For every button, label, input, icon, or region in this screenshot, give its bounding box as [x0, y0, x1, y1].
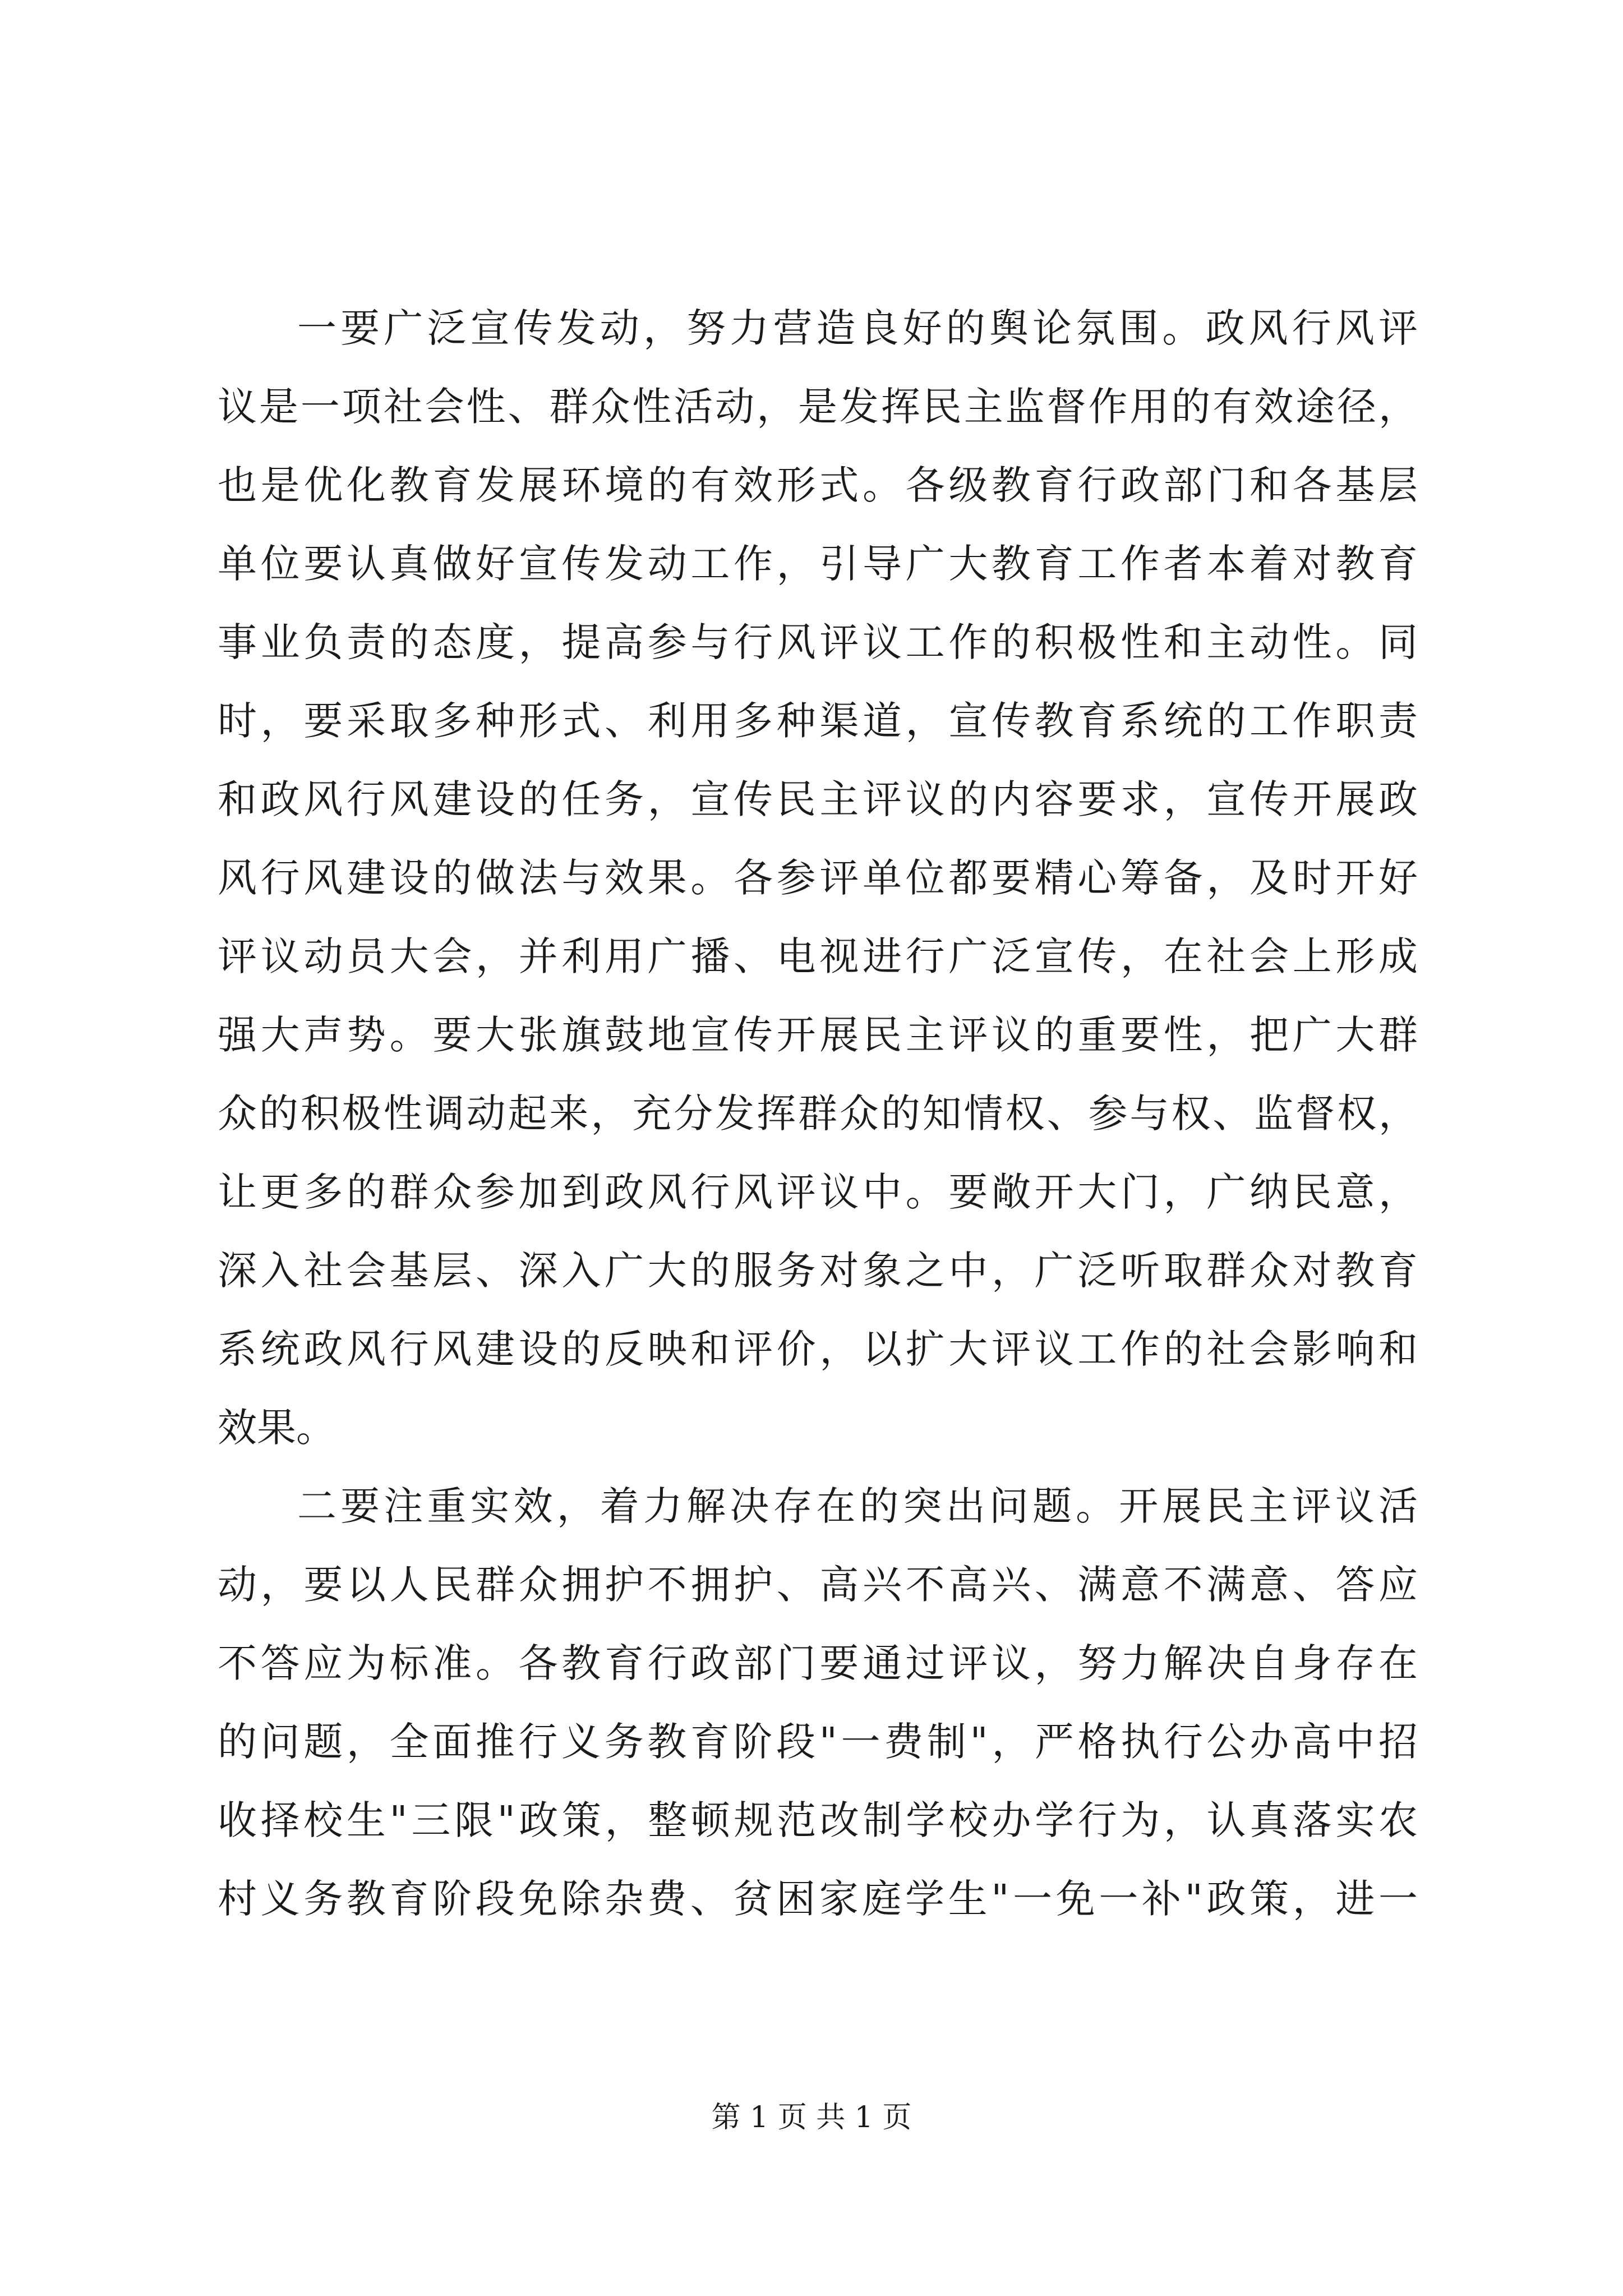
paragraph-1-line-5: 事业负责的态度，提高参与行风评议工作的积极性和主动性。同: [218, 619, 1418, 665]
paragraph-1-line-6: 时，要采取多种形式、利用多种渠道，宣传教育系统的工作职责: [218, 698, 1418, 744]
paragraph-1-line-2: 议是一项社会性、群众性活动，是发挥民主监督作用的有效途径，: [218, 384, 1418, 430]
paragraph-2-line-1: 二要注重实效，着力解决存在的突出问题。开展民主评议活: [297, 1483, 1418, 1529]
paragraph-1-line-15: 效果。: [218, 1405, 335, 1451]
paragraph-2-line-5: 收择校生"三限"政策，整顿规范改制学校办学行为，认真落实农: [218, 1797, 1418, 1843]
paragraph-1-line-13: 深入社会基层、深入广大的服务对象之中，广泛听取群众对教育: [218, 1248, 1418, 1294]
paragraph-2-line-6: 村义务教育阶段免除杂费、贫困家庭学生"一免一补"政策，进一: [218, 1876, 1418, 1922]
paragraph-2-line-4: 的问题，全面推行义务教育阶段"一费制"，严格执行公办高中招: [218, 1719, 1418, 1765]
paragraph-1-line-12: 让更多的群众参加到政风行风评议中。要敞开大门，广纳民意，: [218, 1169, 1418, 1215]
paragraph-1-line-4: 单位要认真做好宣传发动工作，引导广大教育工作者本着对教育: [218, 541, 1418, 587]
paragraph-1-line-1: 一要广泛宣传发动，努力营造良好的舆论氛围。政风行风评: [297, 305, 1418, 351]
paragraph-1-line-7: 和政风行风建设的任务，宣传民主评议的内容要求，宣传开展政: [218, 776, 1418, 822]
paragraph-1-line-14: 系统政风行风建设的反映和评价，以扩大评议工作的社会影响和: [218, 1326, 1418, 1372]
paragraph-1-line-10: 强大声势。要大张旗鼓地宣传开展民主评议的重要性，把广大群: [218, 1012, 1418, 1058]
paragraph-1-line-9: 评议动员大会，并利用广播、电视进行广泛宣传，在社会上形成: [218, 933, 1418, 979]
paragraph-1-line-11: 众的积极性调动起来，充分发挥群众的知情权、参与权、监督权，: [218, 1091, 1418, 1137]
paragraph-1-line-8: 风行风建设的做法与效果。各参评单位都要精心筹备，及时开好: [218, 855, 1418, 901]
paragraph-1-line-3: 也是优化教育发展环境的有效形式。各级教育行政部门和各基层: [218, 462, 1418, 508]
paragraph-2-line-2: 动，要以人民群众拥护不拥护、高兴不高兴、满意不满意、答应: [218, 1562, 1418, 1608]
paragraph-2-line-3: 不答应为标准。各教育行政部门要通过评议，努力解决自身存在: [218, 1640, 1418, 1686]
page-footer: 第 1 页 共 1 页: [711, 2101, 912, 2134]
